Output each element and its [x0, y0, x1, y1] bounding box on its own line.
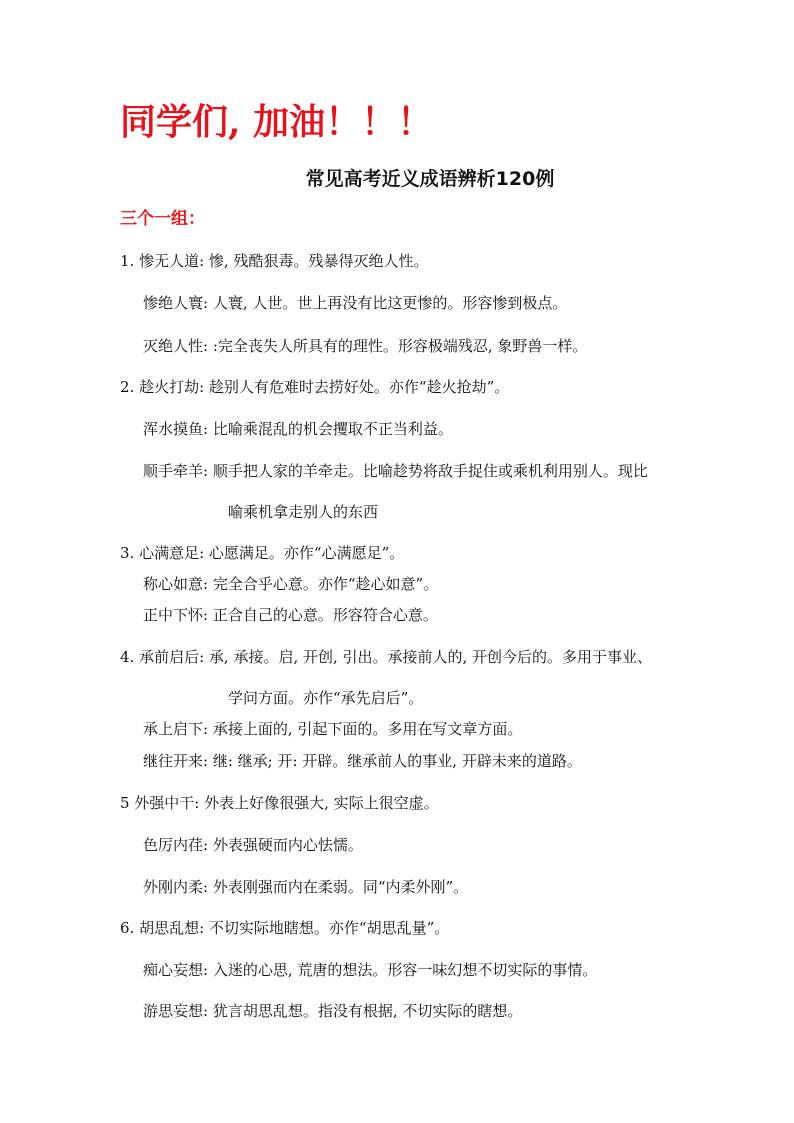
entry-line: 承上启下: 承接上面的, 引起下面的。多用在写文章方面。 — [143, 720, 523, 738]
entry-line: 浑水摸鱼: 比喻乘混乱的机会攫取不正当利益。 — [143, 420, 453, 438]
entry-line: 顺手牵羊: 顺手把人家的羊牵走。比喻趁势将敌手捉住或乘机利用别人。现比 — [143, 462, 648, 480]
entry-line: 6. 胡思乱想: 不切实际地瞎想。亦作“胡思乱量”。 — [120, 919, 450, 937]
cheer-heading: 同学们, 加油！！！ — [120, 101, 434, 143]
entry-line: 4. 承前启后: 承, 承接。启, 开创, 引出。承接前人的, 开创今后的。多用于事业、 — [120, 648, 653, 666]
entry-line: 2. 趁火打劫: 趁别人有危难时去捞好处。亦作“趁火抢劫”。 — [120, 378, 510, 396]
entry-line: 学问方面。亦作“承先启后”。 — [228, 689, 424, 707]
entry-line: 继往开来: 继: 继承; 开: 开辟。继承前人的事业, 开辟未来的道路。 — [143, 752, 582, 770]
document-title: 常见高考近义成语辨析120例 — [305, 168, 555, 190]
entry-line: 色厉内荏: 外表强硬而内心怯懦。 — [143, 836, 363, 854]
entry-line: 痴心妄想: 入迷的心思, 荒唐的想法。形容一味幻想不切实际的事情。 — [143, 961, 598, 979]
section-heading: 三个一组： — [120, 209, 205, 229]
entry-line: 1. 惨无人道: 惨, 残酷狠毒。残暴得灭绝人性。 — [120, 252, 429, 270]
entry-line: 游思妄想: 犹言胡思乱想。指没有根据, 不切实际的瞎想。 — [143, 1002, 523, 1020]
entry-line: 喻乘机拿走别人的东西 — [228, 503, 379, 521]
entry-line: 5 外强中干: 外表上好像很强大, 实际上很空虚。 — [120, 794, 439, 812]
entry-line: 灭绝人性: :完全丧失人所具有的理性。形容极端残忍, 象野兽一样。 — [143, 337, 588, 355]
entry-line: 3. 心满意足: 心愿满足。亦作“心满愿足”。 — [120, 544, 405, 562]
entry-line: 正中下怀: 正合自己的心意。形容符合心意。 — [143, 606, 438, 624]
entry-line: 惨绝人寰: 人寰, 人世。世上再没有比这更惨的。形容惨到极点。 — [143, 294, 568, 312]
entry-line: 称心如意: 完全合乎心意。亦作“趁心如意”。 — [143, 575, 439, 593]
entry-line: 外刚内柔: 外表刚强而内在柔弱。同“内柔外刚”。 — [143, 878, 469, 896]
